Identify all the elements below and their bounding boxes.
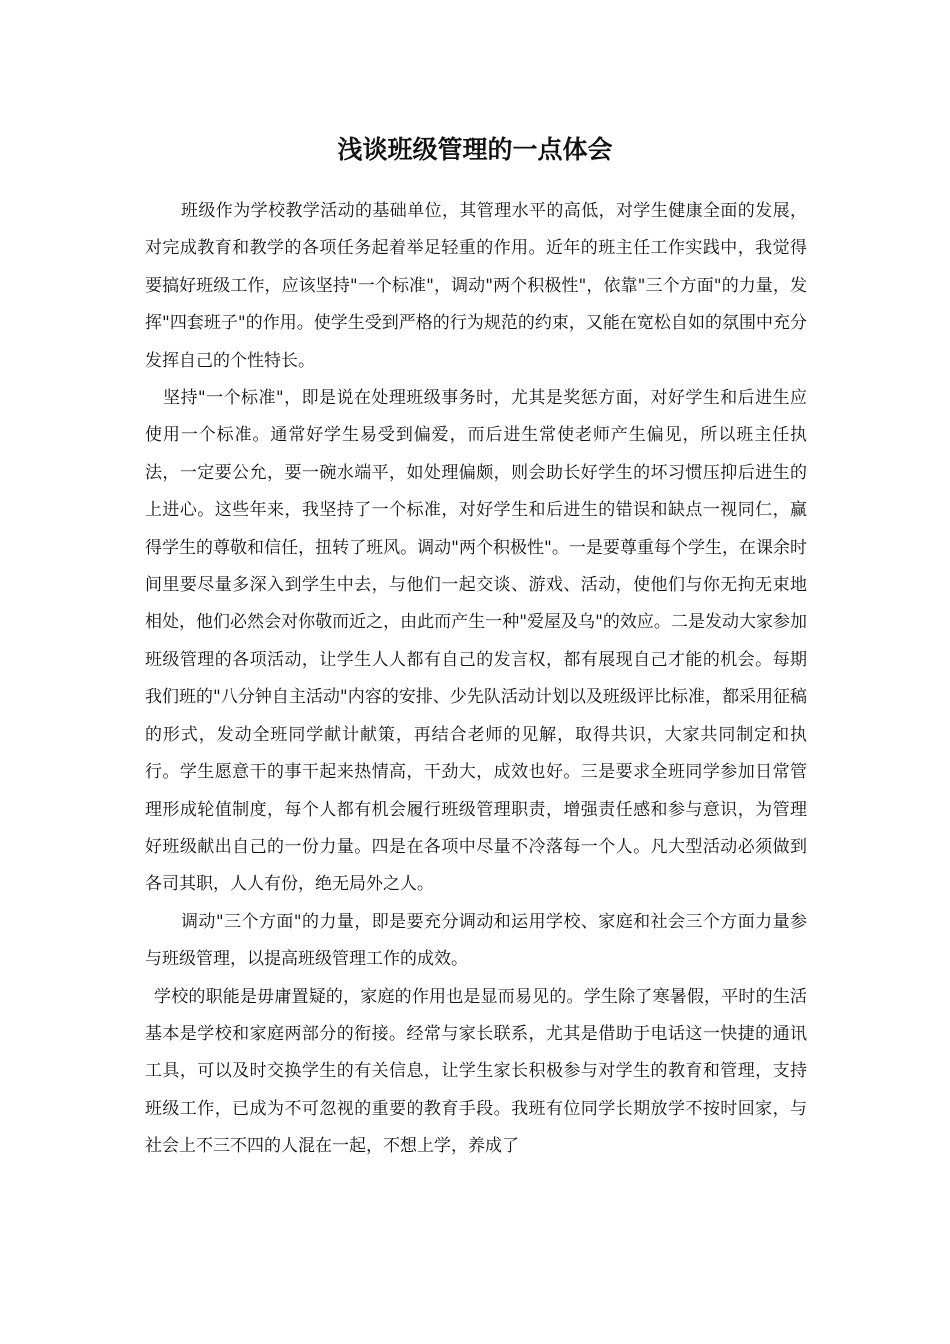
paragraph-1: 班级作为学校教学活动的基础单位，其管理水平的高低，对学生健康全面的发展，对完成教育和教学的各项任务起着举足轻重的作用。近年的班主任工作实践中，我觉得要搞好班级工作，应该坚持"一个标准"，调动"两个积极性"，依靠"三个方面"的力量，发挥"四套班子"的作用。使学生受到严格的行为规范的约束，又能在宽松自如的氛围中充分发挥自己的个性特长。 bbox=[145, 201, 807, 371]
document-body bbox=[145, 193, 807, 1166]
document-title: 浅谈班级管理的一点体会 bbox=[337, 135, 613, 164]
paragraph-3: 调动"三个方面"的力量，即是要充分调动和运用学校、家庭和社会三个方面力量参与班级管理，以提高班级管理工作的成效。 bbox=[145, 911, 807, 970]
paragraph-4: 学校的职能是毋庸置疑的，家庭的作用也是显而易见的。学生除了寒暑假，平时的生活基本是学校和家庭两部分的衔接。经常与家长联系，尤其是借助于电话这一快捷的通讯工具，可以及时交换学生的有关信息，让学生家长积极参与对学生的教育和管理，支持班级工作，已成为不可忽视的重要的教育手段。我班有位同学长期放学不按时回家，与社会上不三不四的人混在一起，不想上学，养成了 bbox=[145, 986, 807, 1157]
paragraph-2: 坚持"一个标准"，即是说在处理班级事务时，尤其是奖惩方面，对好学生和后进生应使用一个标准。通常好学生易受到偏爱，而后进生常使老师产生偏见，所以班主任执法，一定要公允，要一碗水端平，如处理偏颇，则会助长好学生的坏习惯压抑后进生的上进心。这些年来，我坚持了一个标准，对好学生和后进生的错误和缺点一视同仁，赢得学生的尊敬和信任，扭转了班风。调动"两个积极性"。一是要尊重每个学生，在课余时间里要尽量多深入到学生中去，与他们一起交谈、游戏、活动，使他们与你无拘无束地相处，他们必然会对你敬而近之，由此而产生一种"爱屋及乌"的效应。二是发动大家参加班级管理的各项活动，让学生人人都有自己的发言权，都有展现自己才能的机会。每期我们班的"八分钟自主活动"内容的安排、少先队活动计划以及班级评比标准，都采用征稿的形式，发动全班同学献计献策，再结合老师的见解，取得共识，大家共同制定和执行。学生愿意干的事干起来热情高，干劲大，成效也好。三是要求全班同学参加日常管理形成轮值制度，每个人都有机会履行班级管理职责，增强责任感和参与意识，为管理好班级献出自己的一份力量。四是在各项中尽量不冷落每一个人。凡大型活动必须做到各司其职，人人有份，绝无局外之人。 bbox=[145, 388, 807, 895]
